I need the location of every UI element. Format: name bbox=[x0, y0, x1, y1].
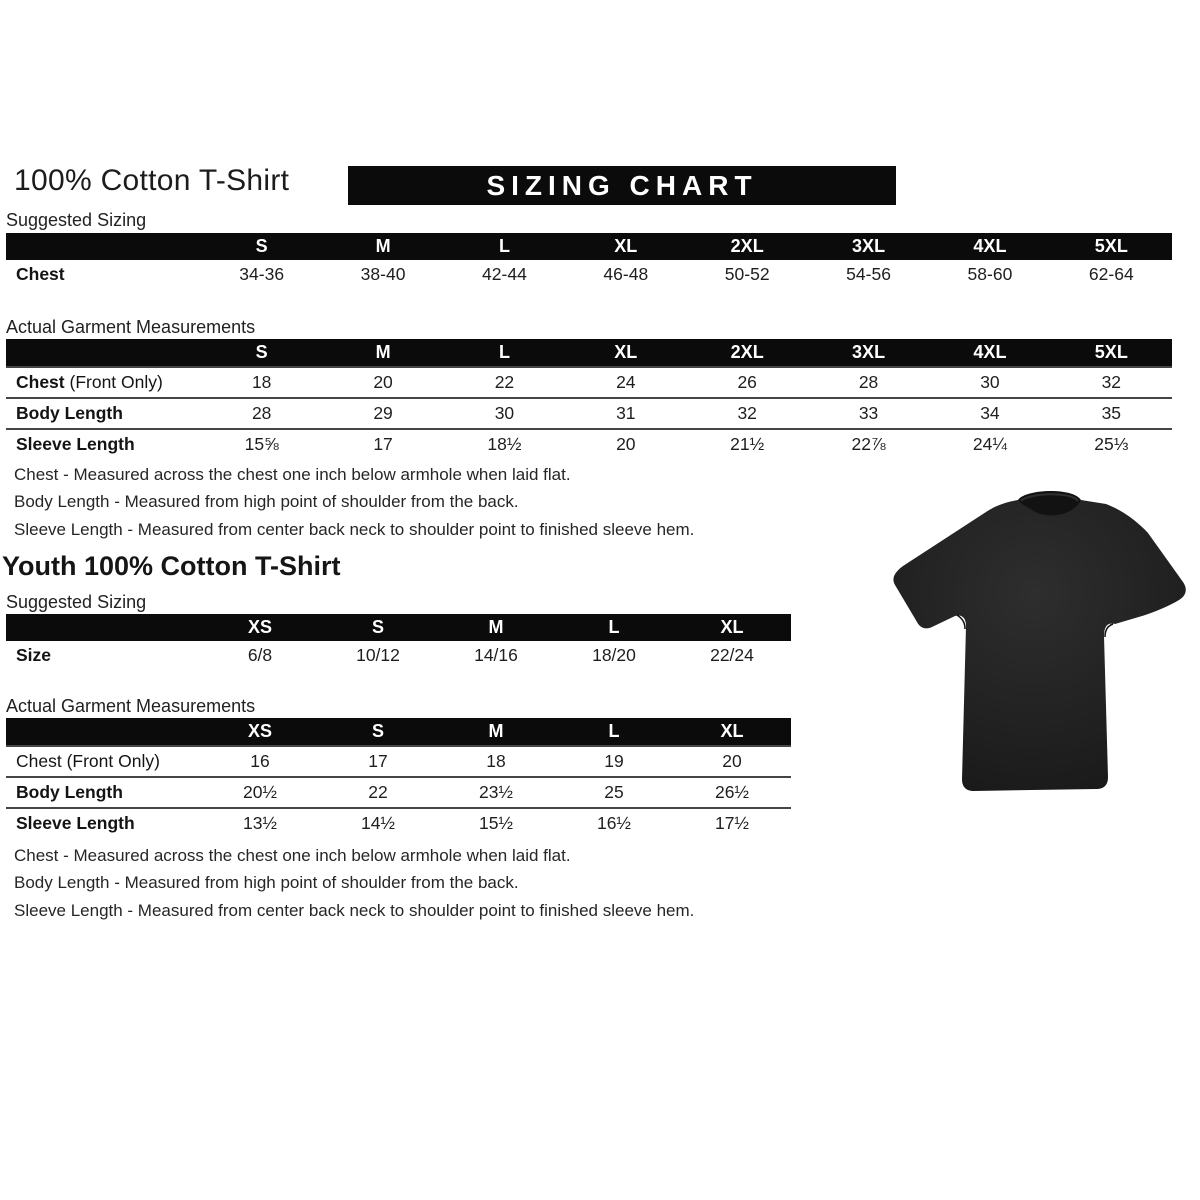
youth-actual-label: Actual Garment Measurements bbox=[6, 696, 256, 716]
adult-actual-header-row bbox=[6, 339, 1172, 367]
measure-cell: 17 bbox=[373, 434, 393, 454]
size-col-header: 2XL bbox=[687, 339, 808, 367]
measure-cell: 28 bbox=[251, 403, 272, 423]
measure-cell: 25⅓ bbox=[1094, 434, 1129, 454]
measure-cell: 29 bbox=[373, 403, 393, 423]
youth-suggested-table bbox=[6, 614, 791, 670]
row-label-sleeve-length: Sleeve Length bbox=[16, 813, 135, 833]
adult-actual-table bbox=[6, 339, 1172, 459]
table-row-chest bbox=[6, 367, 1172, 398]
measure-cell: 14/16 bbox=[474, 645, 518, 665]
size-col-header: M bbox=[437, 718, 555, 746]
measure-cell: 10/12 bbox=[356, 645, 400, 665]
size-col-header: 3XL bbox=[808, 339, 929, 367]
measure-cell: 18½ bbox=[487, 434, 522, 454]
measure-cell: 34-36 bbox=[239, 264, 285, 284]
measure-cell: 18 bbox=[486, 751, 506, 771]
adult-suggested-header-row bbox=[6, 233, 1172, 260]
measure-cell: 20 bbox=[373, 372, 393, 392]
tshirt-body bbox=[893, 500, 1185, 791]
size-col-header: S bbox=[319, 614, 437, 641]
measure-cell: 14½ bbox=[360, 813, 396, 833]
note-sleeve-length: Sleeve Length - Measured from center back neck to shoulder point to finished sleeve hem. bbox=[14, 900, 695, 920]
measure-cell: 22⅞ bbox=[851, 434, 886, 454]
youth-actual-table bbox=[6, 718, 791, 838]
measure-cell: 42-44 bbox=[482, 264, 527, 284]
measure-cell: 31 bbox=[616, 403, 636, 423]
note-body-length: Body Length - Measured from high point of shoulder from the back. bbox=[14, 873, 519, 893]
measure-cell: 13½ bbox=[242, 813, 278, 833]
row-label-chest-front-only bbox=[6, 367, 201, 398]
size-col-header: XS bbox=[201, 718, 319, 746]
size-col-header: M bbox=[322, 339, 443, 367]
row-label-body-length: Body Length bbox=[16, 782, 123, 802]
blank-header-cell bbox=[6, 233, 201, 260]
size-col-header: 5XL bbox=[1051, 233, 1172, 260]
row-label-sleeve-length: Sleeve Length bbox=[16, 434, 135, 454]
measure-cell: 23½ bbox=[478, 782, 514, 802]
sizing-chart-banner: SIZING CHART bbox=[348, 166, 896, 205]
size-col-header: XS bbox=[201, 614, 319, 641]
note-chest: Chest - Measured across the chest one inch below armhole when laid flat. bbox=[14, 465, 571, 484]
table-row-body-length bbox=[6, 398, 1172, 429]
size-col-header: L bbox=[444, 233, 565, 260]
measure-cell: 38-40 bbox=[360, 264, 406, 284]
size-col-header: S bbox=[319, 718, 437, 746]
size-col-header: L bbox=[555, 614, 673, 641]
measure-cell: 54-56 bbox=[846, 264, 891, 284]
measure-cell: 17½ bbox=[714, 813, 750, 833]
size-col-header: M bbox=[322, 233, 443, 260]
table-row-sleeve-length bbox=[6, 808, 791, 838]
measure-cell: 20 bbox=[722, 751, 742, 771]
measure-cell: 6/8 bbox=[247, 645, 273, 665]
measure-cell: 22 bbox=[368, 782, 388, 802]
table-row-body-length bbox=[6, 777, 791, 808]
measure-cell: 18 bbox=[251, 372, 272, 392]
measure-cell: 22/24 bbox=[710, 645, 754, 665]
row-label-body-length: Body Length bbox=[16, 403, 123, 423]
blank-header-cell bbox=[6, 614, 201, 641]
adult-actual-label: Actual Garment Measurements bbox=[6, 317, 256, 337]
row-label-chest: Chest bbox=[16, 264, 65, 284]
blank-header-cell bbox=[6, 339, 201, 367]
size-col-header: 2XL bbox=[687, 233, 808, 260]
youth-title: Youth 100% Cotton T-Shirt bbox=[2, 551, 341, 581]
measure-cell: 16 bbox=[250, 751, 270, 771]
size-col-header: XL bbox=[565, 233, 686, 260]
measure-cell: 32 bbox=[1101, 372, 1122, 392]
measure-cell: 33 bbox=[858, 403, 879, 423]
measure-cell: 18/20 bbox=[592, 645, 636, 665]
measure-cell: 34 bbox=[980, 403, 1000, 423]
measure-cell: 15½ bbox=[478, 813, 514, 833]
table-row-chest bbox=[6, 746, 791, 777]
row-label-size: Size bbox=[16, 645, 52, 665]
size-col-header: M bbox=[437, 614, 555, 641]
note-chest: Chest - Measured across the chest one inch below armhole when laid flat. bbox=[14, 846, 571, 865]
size-col-header: L bbox=[444, 339, 565, 367]
measure-cell: 50-52 bbox=[724, 264, 770, 284]
measure-cell: 32 bbox=[737, 403, 757, 423]
adult-notes bbox=[14, 461, 694, 543]
table-row-size bbox=[6, 641, 791, 670]
blank-header-cell bbox=[6, 718, 201, 746]
note-body-length: Body Length - Measured from high point of shoulder from the back. bbox=[14, 492, 519, 512]
measure-cell: 17 bbox=[368, 751, 388, 771]
youth-suggested-header-row bbox=[6, 614, 791, 641]
size-col-header: 4XL bbox=[929, 233, 1050, 260]
adult-suggested-table bbox=[6, 233, 1172, 289]
size-col-header: S bbox=[201, 233, 322, 260]
size-col-header: S bbox=[201, 339, 322, 367]
measure-cell: 35 bbox=[1101, 403, 1122, 423]
row-label-suffix: (Front Only) bbox=[64, 372, 163, 392]
size-col-header: 3XL bbox=[808, 233, 929, 260]
measure-cell: 26½ bbox=[714, 782, 750, 802]
adult-title: 100% Cotton T-Shirt bbox=[14, 164, 290, 197]
measure-cell: 24 bbox=[616, 372, 636, 392]
table-row bbox=[6, 260, 1172, 289]
adult-suggested-label: Suggested Sizing bbox=[6, 210, 147, 230]
row-label-bold: Chest bbox=[16, 372, 65, 392]
size-col-header: 5XL bbox=[1051, 339, 1172, 367]
table-row-sleeve-length bbox=[6, 429, 1172, 459]
size-col-header: 4XL bbox=[929, 339, 1050, 367]
measure-cell: 30 bbox=[494, 403, 515, 423]
tshirt-illustration bbox=[885, 483, 1200, 808]
measure-cell: 22 bbox=[494, 372, 515, 392]
tshirt-photo bbox=[885, 483, 1200, 808]
measure-cell: 19 bbox=[604, 751, 624, 771]
row-label-chest-front-only: Chest (Front Only) bbox=[16, 751, 160, 771]
measure-cell: 25 bbox=[604, 782, 624, 802]
measure-cell: 30 bbox=[980, 372, 1000, 392]
youth-actual-header-row bbox=[6, 718, 791, 746]
measure-cell: 28 bbox=[858, 372, 879, 392]
size-col-header: XL bbox=[673, 614, 791, 641]
measure-cell: 24¼ bbox=[972, 434, 1007, 454]
note-sleeve-length: Sleeve Length - Measured from center back neck to shoulder point to finished sleeve hem. bbox=[14, 519, 695, 539]
youth-suggested-label: Suggested Sizing bbox=[6, 592, 147, 612]
size-col-header: XL bbox=[565, 339, 686, 367]
measure-cell: 46-48 bbox=[603, 264, 649, 284]
youth-notes bbox=[14, 842, 694, 924]
measure-cell: 15⅝ bbox=[244, 434, 279, 454]
measure-cell: 20½ bbox=[242, 782, 278, 802]
measure-cell: 26 bbox=[737, 372, 757, 392]
size-col-header: L bbox=[555, 718, 673, 746]
size-col-header: XL bbox=[673, 718, 791, 746]
measure-cell: 58-60 bbox=[967, 264, 1013, 284]
measure-cell: 21½ bbox=[730, 434, 765, 454]
measure-cell: 62-64 bbox=[1088, 264, 1134, 284]
measure-cell: 20 bbox=[616, 434, 636, 454]
measure-cell: 16½ bbox=[596, 813, 632, 833]
